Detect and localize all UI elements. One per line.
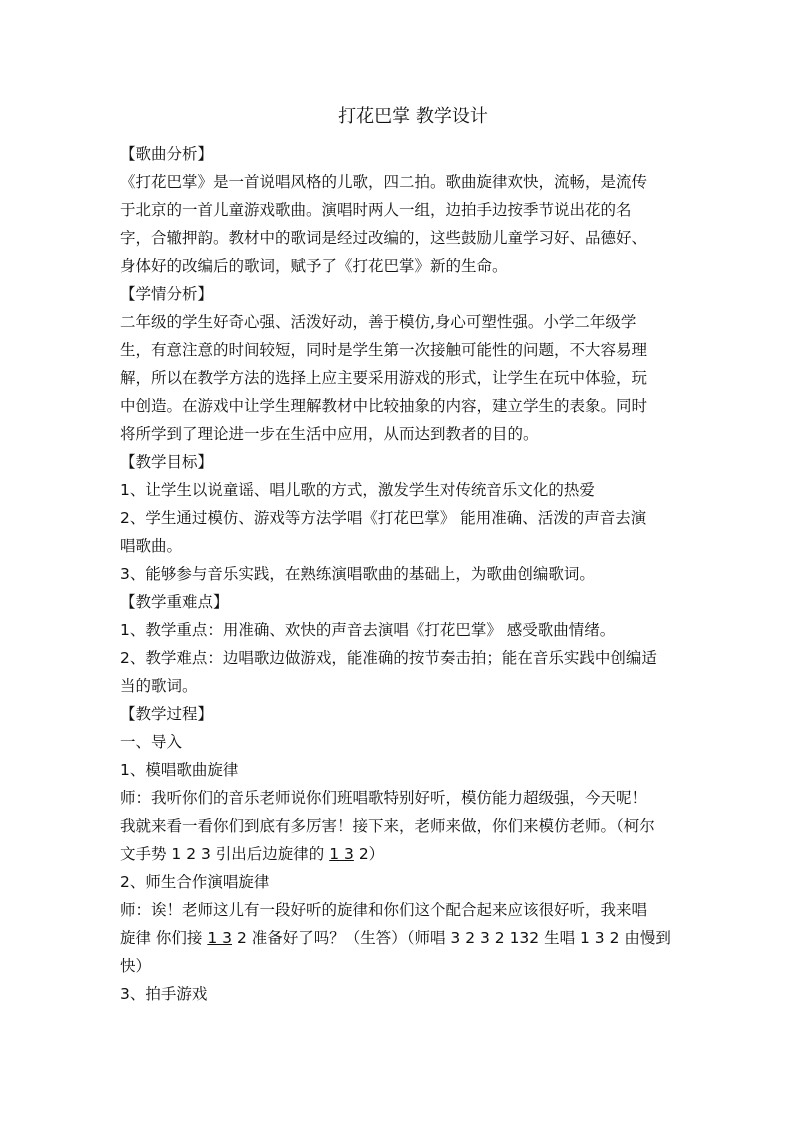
list-item: 1、让学生以说童谣、唱儿歌的方式，激发学生对传统音乐文化的热爱 xyxy=(120,481,595,499)
list-item-continuation: 当的歌词。 xyxy=(120,677,198,695)
document-page xyxy=(120,100,680,1008)
paragraph-line: 解，所以在教学方法的选择上应主要采用游戏的形式，让学生在玩中体验，玩 xyxy=(120,369,648,387)
paragraph-line: 师：我听你们的音乐老师说你们班唱歌特别好听，模仿能力超级强，今天呢！ xyxy=(120,789,648,807)
paragraph-line: 快） xyxy=(120,957,152,975)
section-heading-song-analysis: 【歌曲分析】 xyxy=(120,145,214,163)
line-prefix: 文手势 1 2 3 引出后边旋律的 xyxy=(120,845,330,863)
paragraph-line: 师：诶！老师这儿有一段好听的旋律和你们这个配合起来应该很好听，我来唱 xyxy=(120,901,648,919)
paragraph-line: 于北京的一首儿童游戏歌曲。演唱时两人一组，边拍手边按季节说出花的名 xyxy=(120,201,632,219)
section-heading-teaching-process: 【教学过程】 xyxy=(120,705,214,723)
subheading-cooperative-singing: 2、师生合作演唱旋律 xyxy=(120,873,270,891)
paragraph-line: 《打花巴掌》是一首说唱风格的儿歌，四二拍。歌曲旋律欢快，流畅，是流传 xyxy=(120,173,648,191)
line-suffix: 2） xyxy=(353,845,385,863)
underlined-notes: 1 3 xyxy=(207,929,233,947)
paragraph-line: 字，合辙押韵。教材中的歌词是经过改编的，这些鼓励儿童学习好、品德好、 xyxy=(120,229,648,247)
list-item: 2、教学难点：边唱歌边做游戏，能准确的按节奏击拍；能在音乐实践中创编适 xyxy=(120,649,657,667)
line-prefix: 旋律 你们接 xyxy=(120,929,208,947)
section-heading-teaching-goals: 【教学目标】 xyxy=(120,453,214,471)
paragraph-line: 将所学到了理论进一步在生活中应用，从而达到教者的目的。 xyxy=(120,425,539,443)
paragraph-line: 生，有意注意的时间较短，同时是学生第一次接触可能性的问题，不大容易理 xyxy=(120,341,648,359)
subheading-clapping-game: 3、拍手游戏 xyxy=(120,985,208,1003)
paragraph-line: 我就来看一看你们到底有多厉害！接下来，老师来做，你们来模仿老师。（柯尔 xyxy=(120,817,655,835)
section-heading-key-points: 【教学重难点】 xyxy=(120,593,229,611)
paragraph-line: 二年级的学生好奇心强、活泼好动，善于模仿,身心可塑性强。小学二年级学 xyxy=(120,313,637,331)
list-item: 1、教学重点：用准确、欢快的声音去演唱《打花巴掌》 感受歌曲情绪。 xyxy=(120,621,616,639)
underlined-notes: 1 3 xyxy=(329,845,354,863)
list-item: 2、学生通过模仿、游戏等方法学唱《打花巴掌》 能用准确、活泼的声音去演 xyxy=(120,509,647,527)
paragraph-line-kodaly xyxy=(120,840,680,868)
line-suffix: 2 准备好了吗？（生答）（师唱 3 2 3 2 132 生唱 1 3 2 由慢到 xyxy=(232,929,671,947)
section-heading-learner-analysis: 【学情分析】 xyxy=(120,285,214,303)
paragraph-line: 中创造。在游戏中让学生理解教材中比较抽象的内容，建立学生的表象。同时 xyxy=(120,397,648,415)
paragraph-line: 身体好的改编后的歌词，赋予了《打花巴掌》新的生命。 xyxy=(120,257,508,275)
list-item: 3、能够参与音乐实践，在熟练演唱歌曲的基础上，为歌曲创编歌词。 xyxy=(120,565,595,583)
list-item-continuation: 唱歌曲。 xyxy=(120,537,183,555)
paragraph-line-melody xyxy=(120,924,680,952)
subheading-imitate-melody: 1、模唱歌曲旋律 xyxy=(120,761,239,779)
subheading-introduction: 一、导入 xyxy=(120,733,183,751)
document-title: 打花巴掌 教学设计 xyxy=(338,106,488,127)
